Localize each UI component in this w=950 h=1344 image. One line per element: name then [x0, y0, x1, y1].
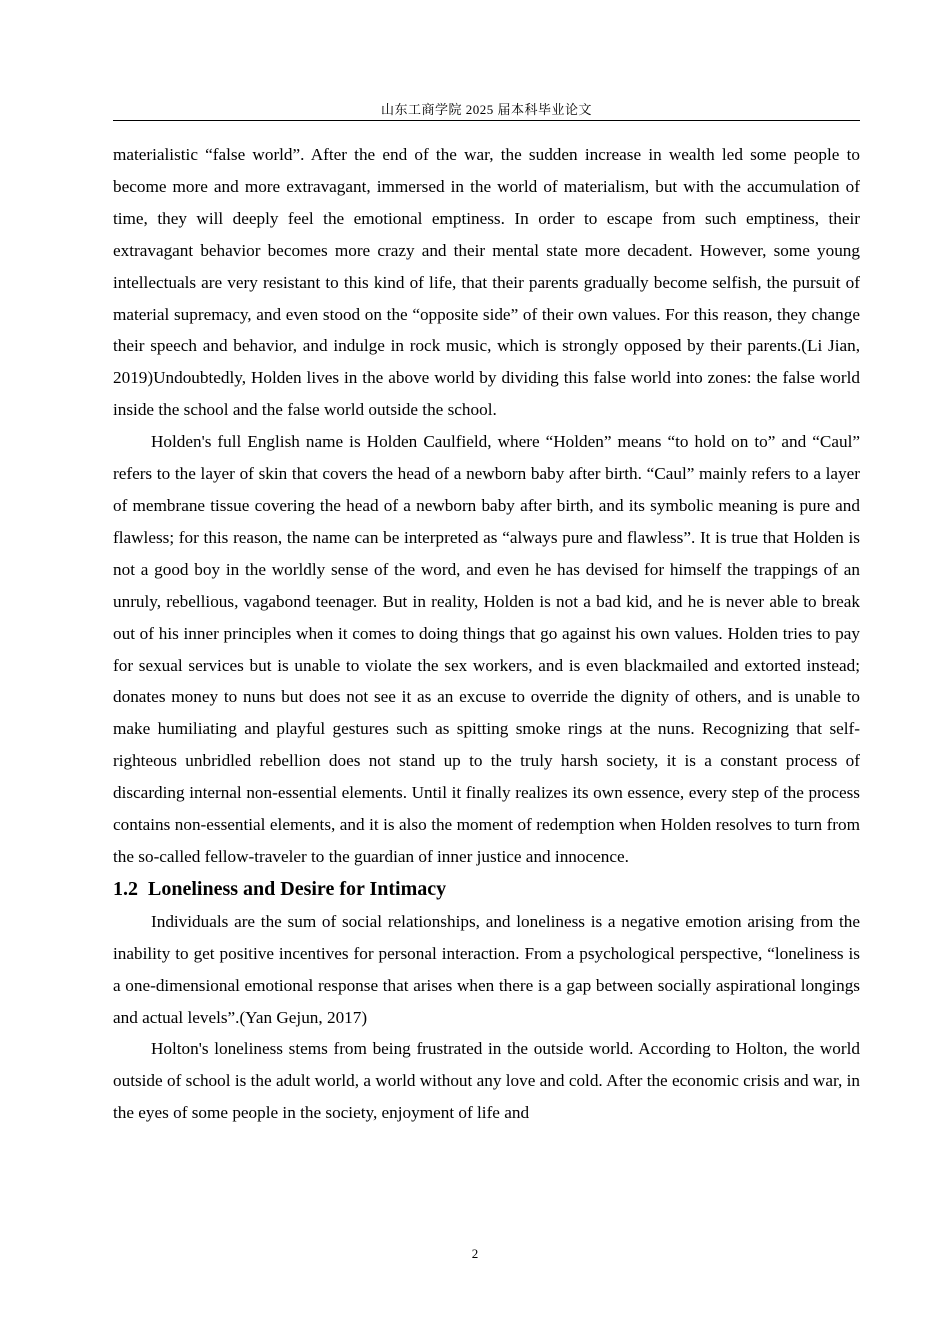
section-title: Loneliness and Desire for Intimacy: [148, 877, 447, 900]
paragraph-continuation: materialistic “false world”. After the end of the war, the sudden increase in wealth led some people to become more and more extravagant, immersed in the world of materialism, but with the accumulation of time, they will deeply feel the emotional emptiness. In order to escape from such emptiness, their extravagant behavior becomes more crazy and their mental state more decadent. However, some young intellectuals are very resistant to this kind of life, that their parents gradually become selfish, the pursuit of material supremacy, and even stood on the “opposite side” of their own values. For this reason, they change their speech and behavior, and indulge in rock music, which is strongly opposed by their parents.(Li Jian, 2019)Undoubtedly, Holden lives in the above world by dividing this false world into zones: the false world inside the school and the false world outside the school.: [113, 145, 860, 420]
paragraph-loneliness-definition: Individuals are the sum of social relationships, and loneliness is a negative emotion arising from the inability to get positive incentives for personal interaction. From a psychological perspective, “loneliness is a one-dimensional emotional response that arises when there is a gap between socially aspirational longings and actual levels”.(Yan Gejun, 2017): [113, 911, 860, 1027]
body-text: [113, 139, 860, 1129]
header-rule: [113, 120, 860, 121]
page-header: 山东工商学院 2025 届本科毕业论文: [380, 102, 592, 117]
section-number: 1.2: [113, 877, 138, 900]
section-heading: [113, 873, 860, 906]
page-number: 2: [471, 1246, 479, 1261]
paragraph-holden-name: Holden's full English name is Holden Caulfield, where “Holden” means “to hold on to” and “Caul” refers to the layer of skin that covers the head of a newborn baby after birth. “Caul” mainly refers to a layer of membrane tissue covering the head of a newborn baby after birth, and its symbolic meaning is pure and flawless; for this reason, the name can be interpreted as “always pure and flawless”. It is true that Holden is not a good boy in the worldly sense of the word, and even he has devised for himself the trappings of an unruly, rebellious, vagabond teenager. But in reality, Holden is not a bad kid, and he is never able to break out of his inner principles when it comes to doing things that go against his own values. Holden tries to pay for sexual services but is unable to violate the sex workers, and is even blackmailed and extorted instead; donates money to nuns but does not see it as an excuse to override the dignity of others, and is unable to make humiliating and playful gestures such as spitting smoke rings at the nuns. Recognizing that self-righteous unbridled rebellion does not stand up to the truly harsh society, it is a constant process of discarding internal non-essential elements. Until it finally realizes its own essence, every step of the process contains non-essential elements, and it is also the moment of redemption when Holden resolves to turn from the so-called fellow-traveler to the guardian of inner justice and innocence.: [113, 432, 860, 866]
paragraph-holton-loneliness: Holton's loneliness stems from being frustrated in the outside world. According to Holton, the world outside of school is the adult world, a world without any love and cold. After the economic crisis and war, in the eyes of some people in the society, enjoyment of life and: [113, 1039, 860, 1123]
